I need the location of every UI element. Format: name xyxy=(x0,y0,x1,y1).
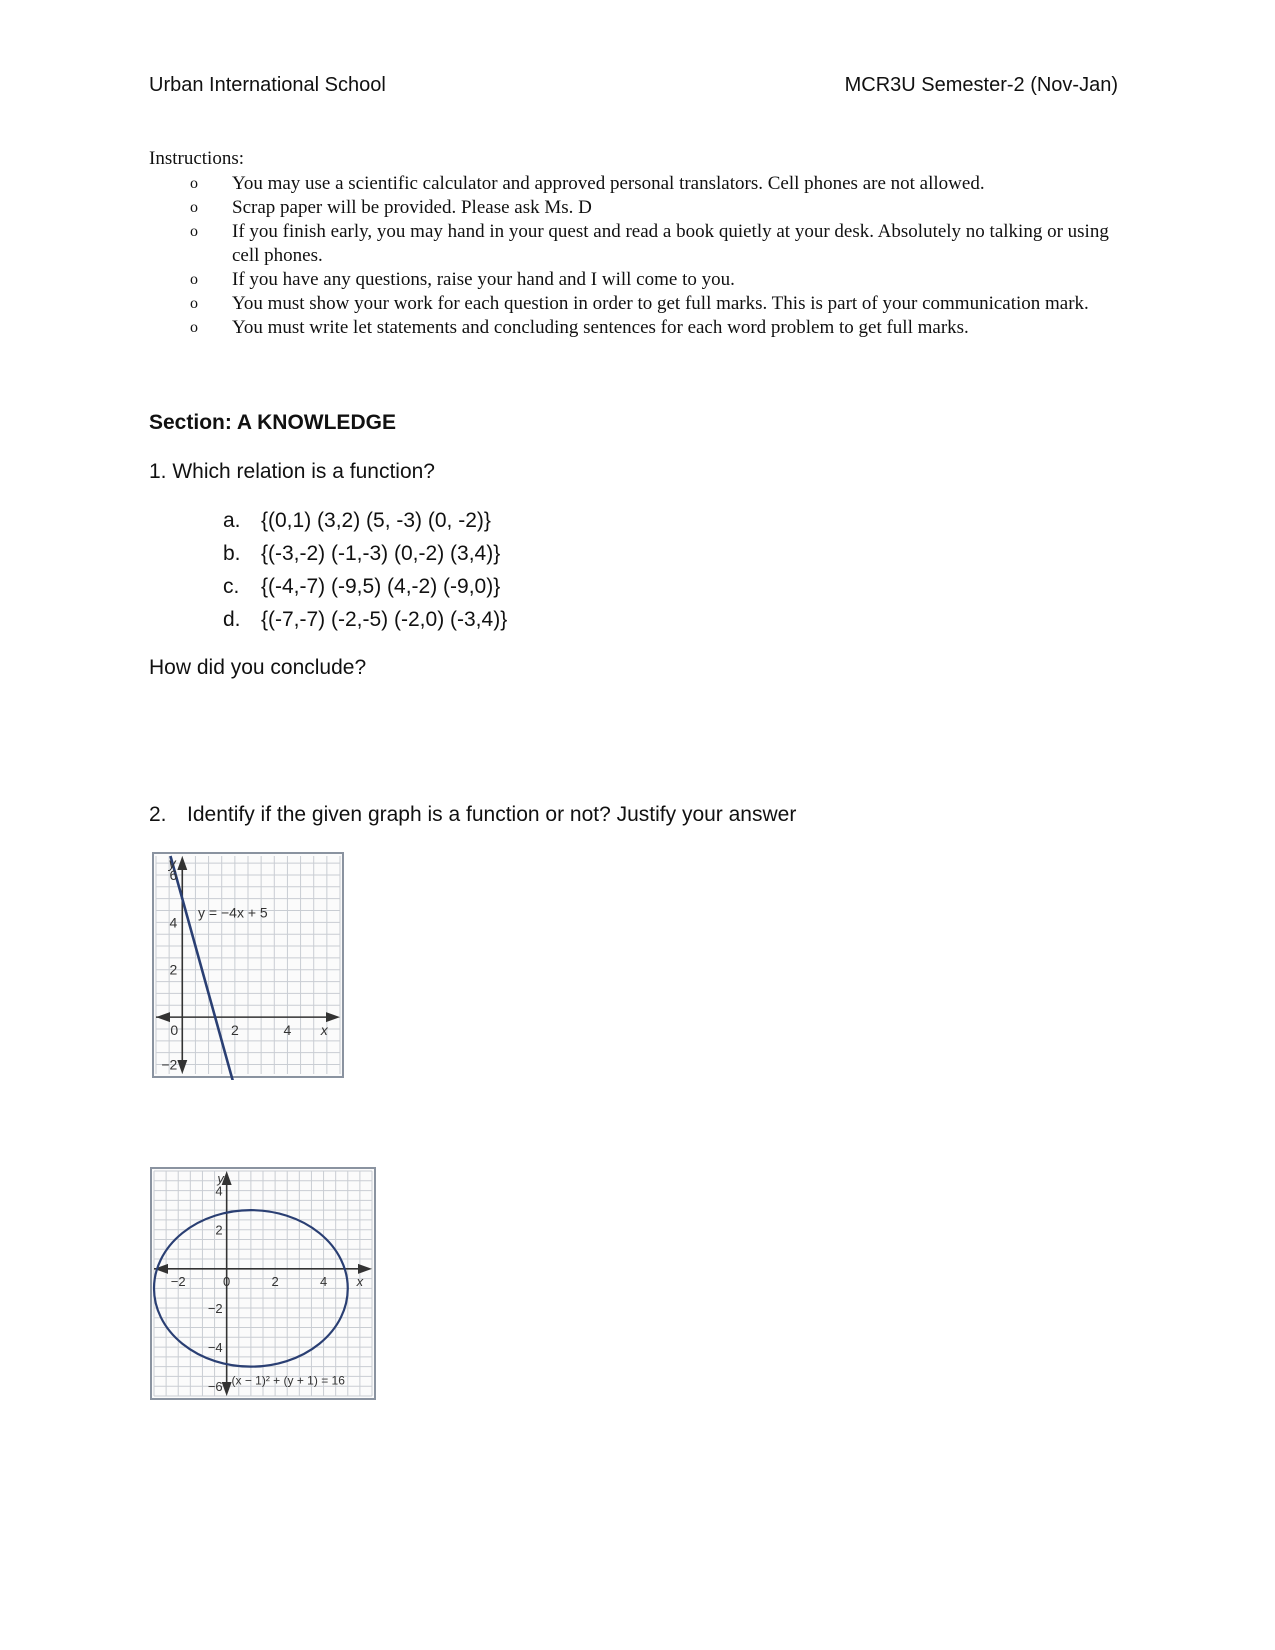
x-tick-label: 2 xyxy=(271,1273,279,1289)
instructions-title: Instructions: xyxy=(149,148,244,169)
y-tick-label: −2 xyxy=(207,1300,223,1316)
y-axis-label: y xyxy=(217,1171,224,1186)
instruction-text: If you finish early, you may hand in your quest and read a book quietly at your desk. Absolutely no talking or using cell phones. xyxy=(232,221,1109,266)
instructions-list xyxy=(190,172,1125,340)
x-axis-label: x xyxy=(320,1022,328,1039)
option-text: {(-4,-7) (-9,5) (4,-2) (-9,0)} xyxy=(261,575,501,598)
y-tick-label: −2 xyxy=(161,1056,178,1073)
instruction-item xyxy=(190,220,1125,268)
option-letter: b. xyxy=(223,542,241,565)
option-text: {(0,1) (3,2) (5, -3) (0, -2)} xyxy=(261,509,491,532)
y-tick-label: 2 xyxy=(169,961,178,978)
bullet-icon: o xyxy=(190,295,198,312)
y-tick-label: 6 xyxy=(169,866,178,883)
instruction-text: You must show your work for each question in order to get full marks. This is part of your communication mark. xyxy=(232,293,1089,314)
instruction-item xyxy=(190,172,1125,196)
x-tick-label: 4 xyxy=(283,1022,292,1039)
option-d xyxy=(223,603,507,636)
instruction-text: Scrap paper will be provided. Please ask Ms. D xyxy=(232,197,592,218)
option-letter: a. xyxy=(223,509,241,532)
equation-label: y = −4x + 5 xyxy=(198,904,268,921)
x-tick-label: 4 xyxy=(319,1273,328,1289)
bullet-icon: o xyxy=(190,271,198,288)
instruction-item xyxy=(190,292,1125,316)
line-graph xyxy=(150,850,346,1080)
y-tick-label: −4 xyxy=(207,1340,223,1356)
instruction-text: You must write let statements and concluding sentences for each word problem to get full marks. xyxy=(232,317,969,338)
bullet-icon: o xyxy=(190,223,198,240)
instruction-text: You may use a scientific calculator and approved personal translators. Cell phones are not allowed. xyxy=(232,173,985,194)
equation-label: (x − 1)² + (y + 1) = 16 xyxy=(231,1373,345,1388)
bullet-icon: o xyxy=(190,199,198,216)
option-a xyxy=(223,504,507,537)
question-1: 1. Which relation is a function? xyxy=(149,460,435,483)
x-tick-label: −2 xyxy=(170,1273,186,1289)
instruction-text: If you have any questions, raise your hand and I will come to you. xyxy=(232,269,735,290)
option-text: {(-7,-7) (-2,-5) (-2,0) (-3,4)} xyxy=(261,608,508,631)
instruction-item xyxy=(190,268,1125,292)
instruction-item xyxy=(190,196,1125,220)
section-title: Section: A KNOWLEDGE xyxy=(149,411,396,434)
option-letter: c. xyxy=(223,575,240,598)
question-2-number: 2. xyxy=(149,803,167,826)
option-c xyxy=(223,570,507,603)
y-tick-label: −6 xyxy=(207,1379,223,1395)
question-2-text: Identify if the given graph is a function or not? Justify your answer xyxy=(187,803,797,826)
question-1-options xyxy=(223,504,507,636)
y-axis-label: y xyxy=(168,855,176,871)
instruction-item xyxy=(190,316,1125,340)
x-tick-label: 0 xyxy=(223,1273,231,1289)
question-2 xyxy=(149,803,796,827)
x-axis-label: x xyxy=(356,1273,364,1289)
option-letter: d. xyxy=(223,608,241,631)
x-tick-label: 2 xyxy=(230,1022,239,1039)
course-title: MCR3U Semester-2 (Nov-Jan) xyxy=(844,74,1118,96)
option-b xyxy=(223,537,507,570)
circle-graph xyxy=(148,1165,378,1402)
bullet-icon: o xyxy=(190,319,198,336)
school-name: Urban International School xyxy=(149,74,386,96)
question-1-follow-up: How did you conclude? xyxy=(149,656,367,679)
bullet-icon: o xyxy=(190,175,198,192)
y-tick-label: 4 xyxy=(215,1183,223,1199)
y-tick-label: 4 xyxy=(169,914,178,931)
y-tick-label: 2 xyxy=(215,1222,223,1238)
option-text: {(-3,-2) (-1,-3) (0,-2) (3,4)} xyxy=(261,542,501,565)
x-tick-label: 0 xyxy=(170,1022,179,1039)
